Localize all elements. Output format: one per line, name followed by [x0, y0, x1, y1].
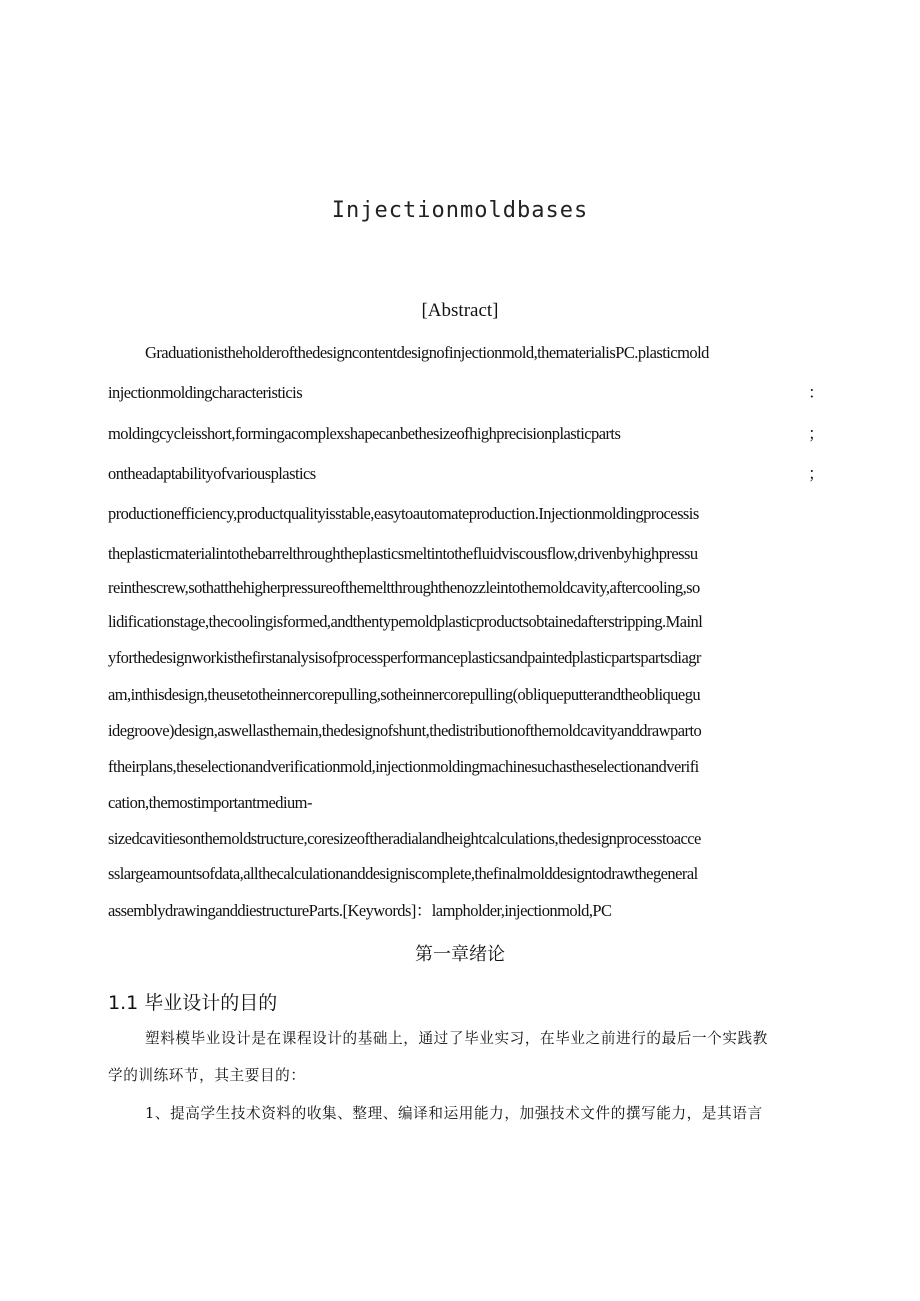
abstract-line [108, 861, 832, 887]
abstract-line [108, 461, 832, 487]
abstract-line [108, 609, 832, 635]
abstract-line [145, 340, 833, 366]
abstract-line-text: sizedcavitiesonthemoldstructure,coresizeoftheradialandheightcalculations,thedesignprocesstoacce [108, 829, 701, 848]
abstract-line [108, 380, 832, 406]
section-title: 1.1 毕业设计的目的 [108, 992, 278, 1014]
abstract-line-text: idegroove)design,aswellasthemain,thedesignofshunt,thedistributionofthemoldcavityanddrawparto [108, 721, 702, 740]
abstract-line [108, 645, 832, 671]
body-line: 塑料模毕业设计是在课程设计的基础上，通过了毕业实习，在毕业之前进行的最后一个实践教 [145, 1030, 768, 1047]
abstract-line [108, 682, 832, 708]
abstract-line-text: lidificationstage,thecoolingisformed,andthentypemoldplasticproductsobtainedafterstripping.Mainl [108, 612, 703, 631]
abstract-line-text: theplasticmaterialintothebarrelthroughtheplasticsmeltintothefluidviscousflow,drivenbyhighpressu [108, 544, 698, 563]
abstract-line-text: Graduationistheholderofthedesigncontentdesignofinjectionmold,thematerialisPC.plasticmold [145, 343, 709, 362]
abstract-line-text: cation,themostimportantmedium- [108, 793, 312, 812]
abstract-line-text: ontheadaptabilityofvariousplastics [108, 464, 316, 483]
abstract-line-text: reinthescrew,sothatthehigherpressureofthemeltthroughthenozzleintothemoldcavity,aftercooling,so [108, 578, 700, 597]
document-title: Injectionmoldbases [331, 198, 589, 223]
chapter-title: 第一章绪论 [415, 944, 505, 965]
abstract-line [108, 754, 832, 780]
abstract-line-text: injectionmoldingcharacteristicis [108, 383, 303, 402]
abstract-line [108, 898, 832, 924]
abstract-line-text: productionefficiency,productqualityisstable,easytoautomateproduction.Injectionmoldingprocessis [108, 504, 699, 523]
abstract-line-punct: ： [808, 383, 824, 402]
abstract-line-punct: ； [808, 464, 824, 483]
body-line: 学的训练环节，其主要目的： [108, 1067, 306, 1084]
abstract-line-punct: ； [808, 424, 824, 443]
abstract-line [108, 421, 832, 447]
abstract-line-text: sslargeamountsofdata,allthecalculationanddesigniscomplete,thefinalmolddesigntodrawthegeneral [108, 864, 698, 883]
abstract-line-text: ftheirplans,theselectionandverificationmold,injectionmoldingmachinesuchastheselectionandverifi [108, 757, 699, 776]
abstract-line [108, 541, 832, 567]
abstract-line [108, 718, 832, 744]
body-line: 1、提高学生技术资料的收集、整理、编译和运用能力，加强技术文件的撰写能力，是其语言 [145, 1105, 763, 1122]
abstract-heading: [Abstract] [421, 300, 499, 321]
abstract-line [108, 501, 832, 527]
abstract-line-text: yforthedesignworkisthefirstanalysisofprocessperformanceplasticsandpaintedplasticpartspartsdiagr [108, 648, 701, 667]
abstract-line-text: am,inthisdesign,theusetotheinnercorepulling,sotheinnercorepulling(obliqueputterandtheobliquegu [108, 685, 701, 704]
abstract-line-text: assemblydrawinganddiestructureParts.[Keywords]：lampholder,injectionmold,PC [108, 901, 612, 920]
abstract-line [108, 575, 832, 601]
abstract-line [108, 790, 832, 816]
abstract-line [108, 826, 832, 852]
abstract-line-text: moldingcycleisshort,formingacomplexshapecanbethesizeofhighprecisionplasticparts [108, 424, 621, 443]
